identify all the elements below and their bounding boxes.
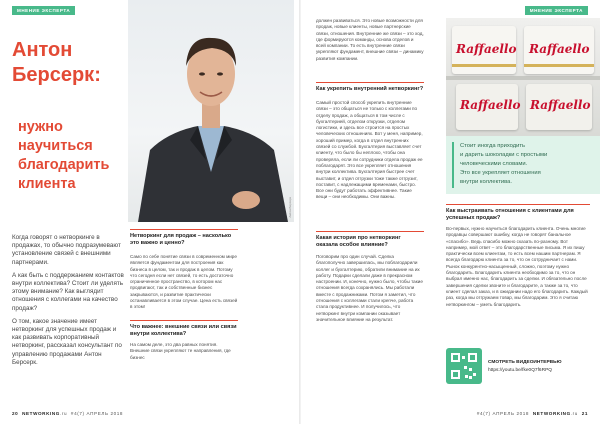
q3-text: Самый простой способ укрепить внутренние связи – это общаться не только с коллегами по отделу продаж, а общаться в том числе с бухгалтерией, отделом открузки, отделом логистики, и здесь все строится на простых человеческих отношениях. Вот у меня, например, хороший пример, когда в отдел внутренних связей со службой. Бухгалтерия выставляет счет клиенту, что было бы неплохо, чтобы она проверяла, если ли сотрудники отдела продаж ее поблагодарят. Это все укрепляет отношения внутри коллектива. Бухгалтерия быстрее счет выставит, и отдел отгрузки тоже также отгрузит, поставит, с надлежащими временами, быстро. Все они будут работать эффективнее. Такие вещи – они необходимы. Они важны. [316, 100, 423, 200]
q5-text: Во-первых, нужно научиться благодарить клиента. Очень многие продавцы совершают ошибку, когда не говорят банальное «спасибо». Ведь спасибо можно сказать по-разному. Вот например, мой ответ – это благодарственные письма. Я их пишу практически всем клиентам, то есть всем нашим партнерам. Я всегда благодарю клиента за то, что он сотрудничает с нами. Рынок конкурентно-насыщенный, сложно, поэтому нужно благодарить. Благодарить клиента необходимо за то, что он выбрал именно нас, благодарить за сделки. И обязательно после завершения сделки звоните и благодарите, а также за то, что клиент сделал заказ, и в ожидании надо его благодарить. Каждый раз, когда мы отгружаем товар, мы благодарим. Это я считаю нетворкингом – уметь благодарить. [446, 226, 588, 307]
right-page [300, 0, 600, 424]
callout-line: Это все укрепляет отношения [460, 170, 541, 176]
raffaello-box [456, 84, 521, 130]
title-line-1: Антон [12, 39, 73, 61]
right-footer [477, 411, 588, 416]
raffaello-box [524, 26, 594, 74]
callout-line: Стоит иногда приходить [460, 143, 526, 149]
callout-line: и дарить шоколадки с простыми [460, 152, 548, 158]
title-line-2: Берсерк: [12, 64, 101, 86]
issue-label: #4(7) АПРЕЛЬ 2018 [70, 411, 124, 416]
qr-pattern [446, 348, 482, 384]
subtitle-line: клиента [18, 176, 76, 192]
q4-text: Поговорим про один случай. Сделка благополучно завершилась, мы поблагодарили коллег и бухгалтерию, обратили внимание на их работу. Подарки сделали даже в прекрасном настроении. И, конечно, нужно было, чтобы такие отношения всегда сохранялись. Мы работали вместе с продажниками. Потом я заметил, что отношения с коллегами стали крепче, работа стала продуктивнее. И получилось, что нетворкинг внутри компании оказывает значительное влияние на результат. [316, 254, 423, 322]
shelf [446, 76, 600, 80]
lead-paragraph: Когда говорят о нетворкинге в продажах, то обычно подразумевают установление связей с внешними партнерами. [12, 234, 121, 266]
q3-divider [316, 82, 424, 83]
person-illustration [128, 0, 294, 222]
q4-heading: Какая история про нетворкинг оказала особое влияние? [316, 235, 401, 248]
callout-text [460, 142, 596, 187]
page-number: 20 [12, 411, 19, 416]
q5-divider [446, 204, 590, 205]
section-badge: МНЕНИЕ ЭКСПЕРТА [525, 6, 588, 15]
q4-divider [316, 231, 424, 232]
magazine-domain: .ru [570, 411, 578, 416]
raffaello-ribbon [524, 64, 594, 67]
issue-label: #4(7) АПРЕЛЬ 2018 [476, 411, 530, 416]
quote-callout [446, 136, 600, 194]
q1-heading: Нетворкинг для продаж – насколько это важно и ценно? [130, 233, 232, 246]
raffaello-logo: Raffaello [460, 98, 521, 112]
q3-heading: Как укрепить внутренний нетворкинг? [316, 86, 424, 92]
video-block[interactable] [446, 348, 590, 396]
raffaello-box [452, 26, 516, 74]
left-footer [12, 411, 123, 416]
q2-heading: Что важнее: внешние связи или связи внутри коллектива? [130, 324, 237, 337]
subtitle-line: благодарить [18, 157, 110, 173]
magazine-domain: .ru [59, 411, 68, 416]
lead-paragraph: А как быть с поддержанием контактов внутри коллектива? Стоит ли уделять этому внимание? Как выглядит отношения с коллегами на качество продаж? [12, 271, 124, 312]
raffaello-logo: Raffaello [529, 42, 590, 56]
callout-accent [452, 142, 454, 188]
subtitle-line: нужно [18, 119, 63, 135]
raffaello-ribbon [452, 64, 516, 67]
article-title [12, 38, 132, 88]
video-link[interactable]: https://youtu.be/fke0Q7f6RPQ [488, 368, 552, 373]
photo-caption: Антон Берсерк [288, 197, 292, 218]
article-subtitle [18, 118, 138, 194]
q5-heading: Как выстраивать отношения с клиентами для успешных продаж? [446, 208, 574, 221]
portrait-photo [128, 0, 294, 222]
q1-divider [130, 229, 238, 230]
lead-text [12, 234, 124, 367]
magazine-name: NETWORKING [532, 411, 571, 416]
callout-line: человеческими словами. [460, 161, 528, 167]
section-badge: МНЕНИЕ ЭКСПЕРТА [12, 6, 75, 15]
raffaello-logo: Raffaello [530, 98, 591, 112]
subtitle-line: научиться [18, 138, 93, 154]
qr-code-icon[interactable] [446, 348, 482, 384]
magazine-name: NETWORKING [22, 411, 60, 416]
video-label[interactable]: СМОТРЕТЬ ВИДЕОИНТЕРВЬЮ [488, 360, 562, 365]
callout-line: внутри коллектива. [460, 179, 512, 185]
raffaello-photo [446, 18, 600, 136]
raffaello-box [526, 84, 592, 130]
raffaello-logo: Raffaello [456, 42, 517, 56]
q2-divider [130, 320, 238, 321]
page-number: 21 [581, 411, 588, 416]
lead-paragraph: О том, какое значение имеет нетворкинг для успешных продаж и как развивать корпоративный нетворкинг, рассказал консультант по управлению продажами Антон Берсерк. [12, 317, 122, 366]
col1-top-text: должен развиваться. Это новые возможности для продаж, новые клиенты, новые партнерские связи, отношения. Внутренние же связи – это ход, где формируются команды, основа отделов и всей компании. То есть внутренние связи укрепляют фундамент, внешние связи – динамику развития компании. [316, 18, 424, 61]
q1-text: Само по себе понятие связи в современном мире является фундаментом для построения как бизнеса в целом, так и продаж в целом. Потому что сегодня если нет связей, то есть достаточно ограниченное пространство, в котором нас продвигают, так и собственные бизнес закрываются, и развитие практически останавливается в этом случае. Цена есть связей в этом! [130, 254, 238, 310]
page-gutter [299, 0, 301, 424]
q2-text: На самом деле, это два равных понятия. Внешние связи укрепляют те направления, где бизнес [130, 342, 231, 360]
